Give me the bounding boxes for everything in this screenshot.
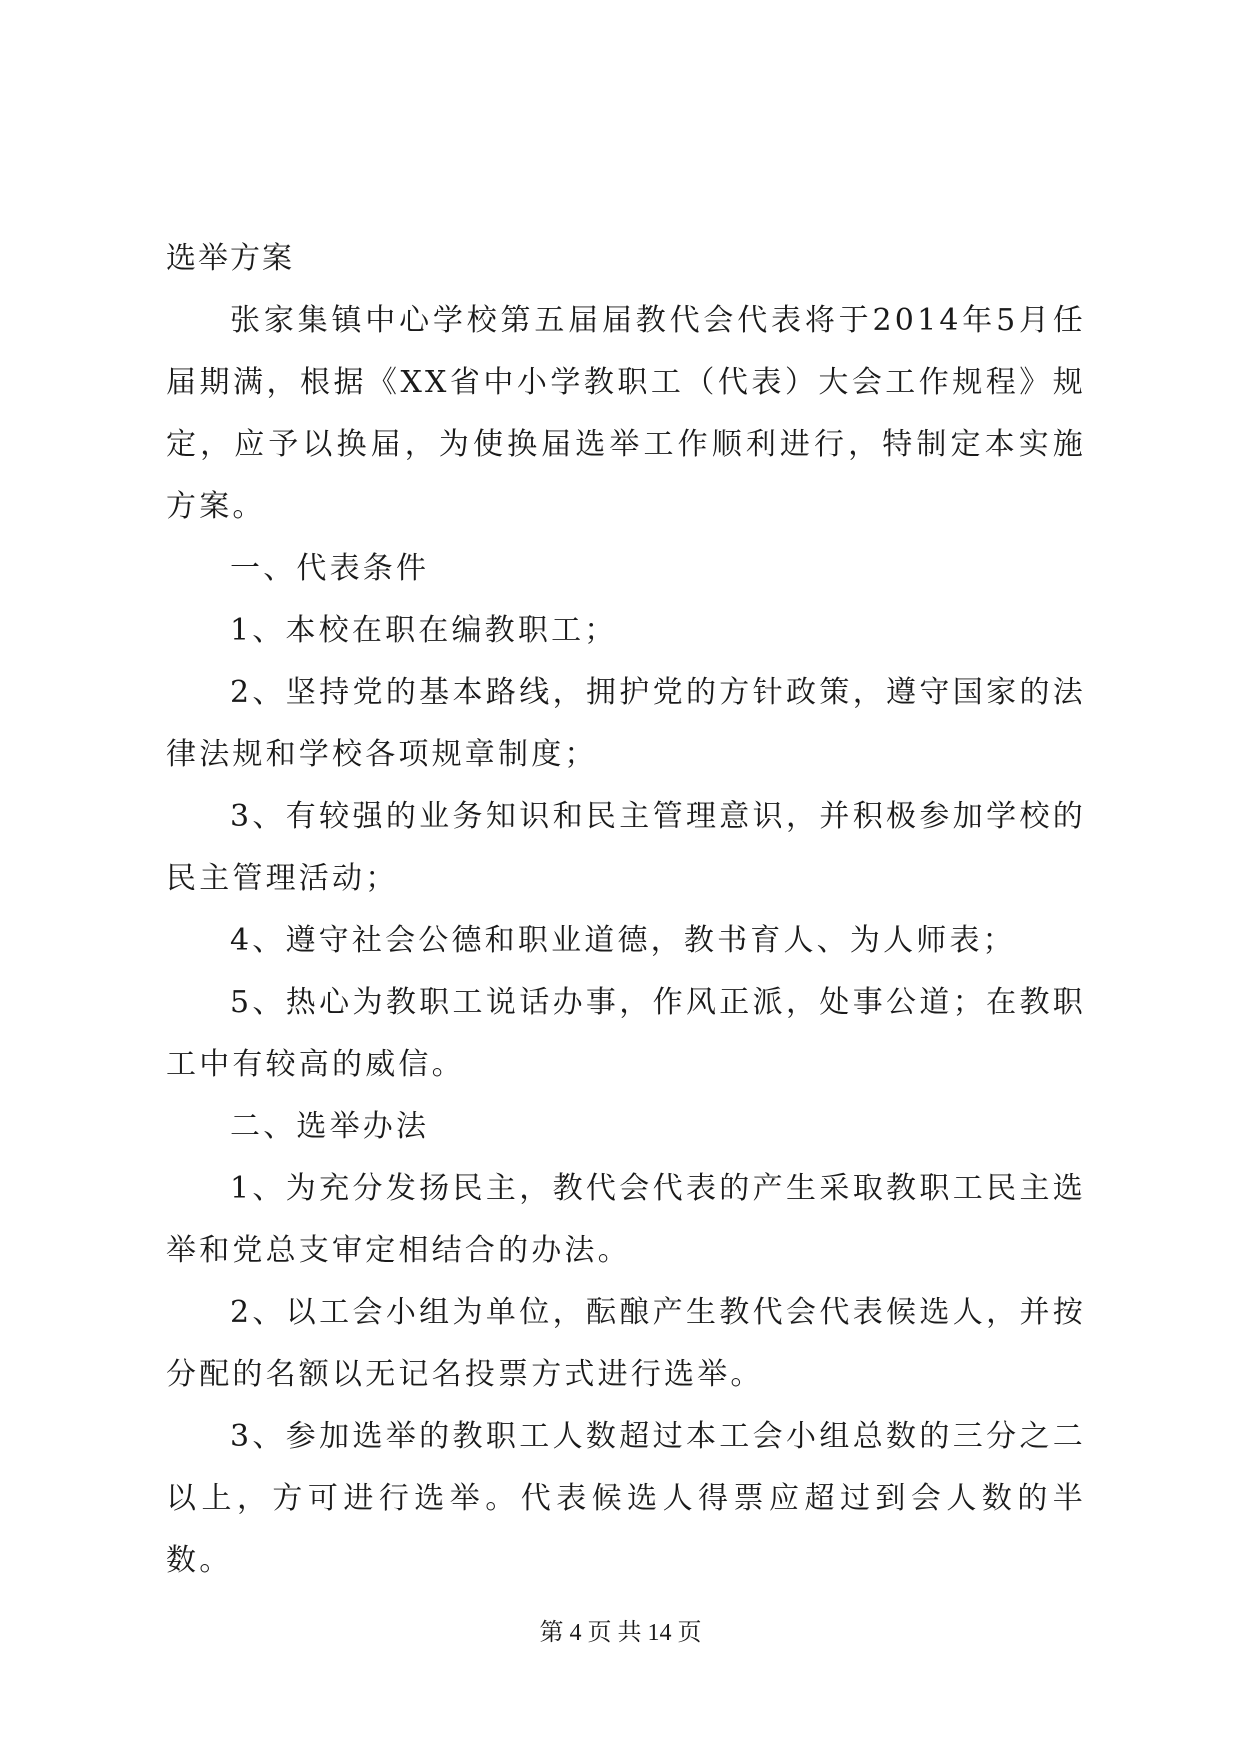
document-body <box>166 228 1086 1592</box>
section-heading-method: 二、选举办法 <box>230 1109 430 1144</box>
condition-item-5: 5、热心为教职工说话办事，作风正派，处事公道；在教职工中有较高的威信。 <box>166 985 1086 1082</box>
condition-item-3: 3、有较强的业务知识和民主管理意识，并积极参加学校的民主管理活动； <box>166 799 1086 896</box>
condition-item-4: 4、遵守社会公德和职业道德，教书育人、为人师表； <box>230 923 1016 958</box>
section-heading-conditions: 一、代表条件 <box>230 551 430 586</box>
method-item-2: 2、以工会小组为单位，酝酿产生教代会代表候选人，并按分配的名额以无记名投票方式进行选举。 <box>166 1295 1086 1392</box>
condition-item-2: 2、坚持党的基本路线，拥护党的方针政策，遵守国家的法律法规和学校各项规章制度； <box>166 675 1086 772</box>
page-number-footer: 第 4 页 共 14 页 <box>539 1620 702 1646</box>
paragraph-intro: 张家集镇中心学校第五届届教代会代表将于2014年5月任届期满，根据《XX省中小学教职工（代表）大会工作规程》规定，应予以换届，为使换届选举工作顺利进行，特制定本实施方案。 <box>166 303 1086 524</box>
method-item-3: 3、参加选举的教职工人数超过本工会小组总数的三分之二以上，方可进行选举。代表候选人得票应超过到会人数的半数。 <box>166 1419 1086 1578</box>
condition-item-1: 1、本校在职在编教职工； <box>230 613 618 648</box>
method-item-1: 1、为充分发扬民主，教代会代表的产生采取教职工民主选举和党总支审定相结合的办法。 <box>166 1171 1086 1268</box>
document-title: 选举方案 <box>166 241 294 276</box>
